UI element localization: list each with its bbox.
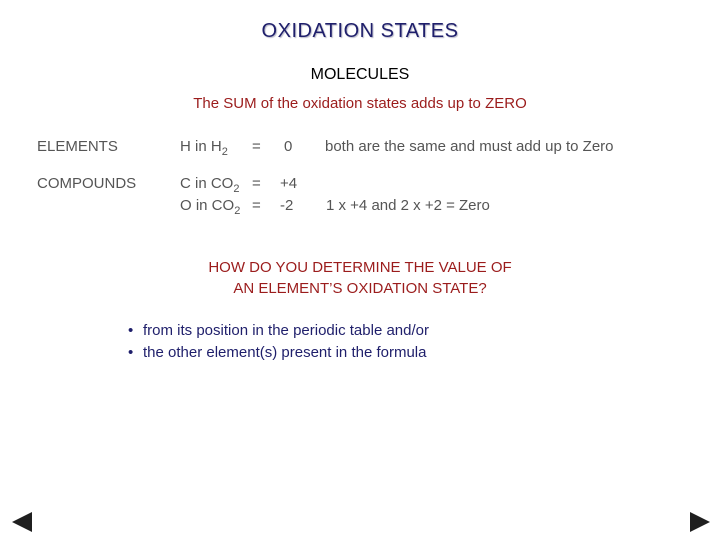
compound-oxygen-subscript: 2 (234, 205, 241, 217)
triangle-right-icon[interactable] (690, 512, 710, 532)
compound-oxygen-equals-sign: = (252, 197, 261, 214)
bullet-item: • from its position in the periodic table and/or (128, 320, 429, 342)
compound-carbon-subscript: 2 (233, 183, 240, 195)
compounds-label: COMPOUNDS (37, 175, 137, 192)
question-line-1: HOW DO YOU DETERMINE THE VALUE OF (208, 259, 512, 276)
triangle-left-icon[interactable] (12, 512, 32, 532)
elements-label: ELEMENTS (37, 138, 118, 155)
elements-expression-subscript: 2 (221, 146, 228, 158)
elements-value: 0 (284, 138, 293, 155)
slide-subtitle: MOLECULES (310, 66, 410, 83)
answer-bullet-list (128, 320, 429, 364)
compound-oxygen-expression (180, 197, 241, 217)
question-line-2: AN ELEMENT’S OXIDATION STATE? (233, 280, 487, 297)
question-block (0, 257, 720, 299)
compound-carbon-expression (180, 175, 240, 195)
compound-oxygen-value: -2 (280, 197, 294, 214)
compound-carbon-equals-sign: = (252, 175, 261, 192)
sum-rule-statement: The SUM of the oxidation states adds up to ZERO (193, 95, 527, 112)
elements-expression (180, 138, 228, 158)
elements-expression-text: H in H (180, 138, 222, 155)
slide-title: OXIDATION STATES (261, 20, 459, 42)
elements-equals-sign: = (252, 138, 261, 155)
bullet-item: • the other element(s) present in the formula (128, 342, 429, 364)
elements-note: both are the same and must add up to Zero (325, 138, 614, 155)
compound-oxygen-text: O in CO (180, 197, 235, 214)
compounds-note: 1 x +4 and 2 x +2 = Zero (326, 197, 490, 214)
compound-carbon-value: +4 (280, 175, 298, 192)
compound-carbon-text: C in CO (180, 175, 234, 192)
